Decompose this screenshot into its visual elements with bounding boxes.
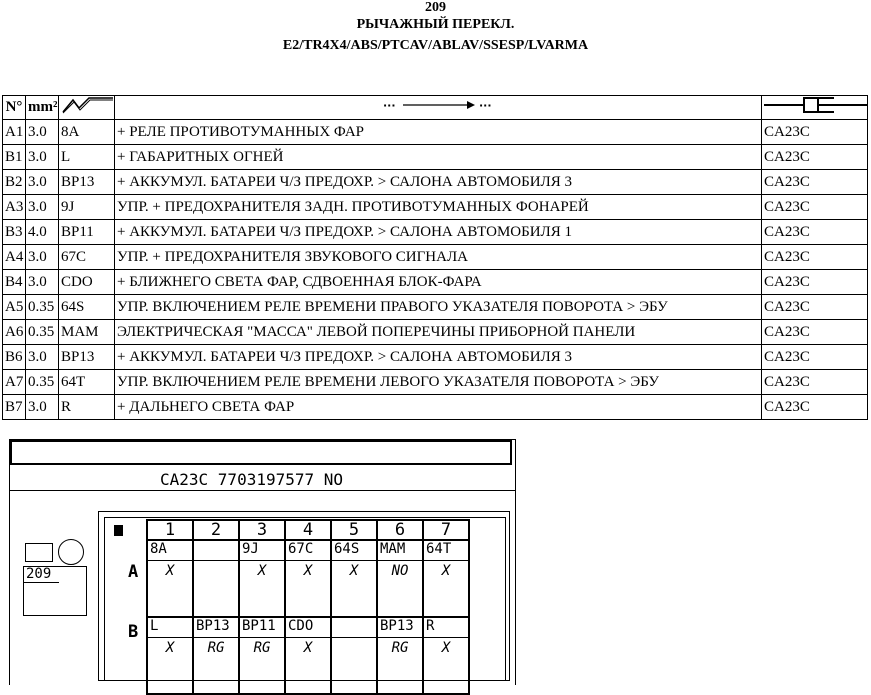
pin-cell — [331, 540, 377, 617]
pin-signal: 64S — [334, 541, 360, 557]
component-title: РЫЧАЖНЫЙ ПЕРЕКЛ. — [356, 17, 515, 32]
cell-desc: УПР. ВКЛЮЧЕНИЕМ РЕЛЕ ВРЕМЕНИ ЛЕВОГО УКАЗАТЕЛЯ ПОВОРОТА > ЭБУ — [115, 370, 762, 395]
table-row — [3, 370, 868, 395]
pin-cell — [285, 540, 331, 617]
component-label-box — [23, 566, 87, 616]
column-header: 6 — [377, 520, 423, 540]
cell-mm: 0.35 — [26, 370, 59, 395]
connector-diagram — [9, 439, 516, 685]
pin-mark: RG — [391, 640, 409, 656]
column-header: 3 — [239, 520, 285, 540]
pin-mark: X — [441, 640, 451, 656]
cell-desc: УПР. ВКЛЮЧЕНИЕМ РЕЛЕ ВРЕМЕНИ ПРАВОГО УКАЗАТЕЛЯ ПОВОРОТА > ЭБУ — [115, 295, 762, 320]
diagram-header-bar — [10, 440, 512, 465]
cell-desc: ЭЛЕКТРИЧЕСКАЯ "МАССА" ЛЕВОЙ ПОПЕРЕЧИНЫ ПРИБОРНОЙ ПАНЕЛИ — [115, 320, 762, 345]
table-row — [3, 295, 868, 320]
table-row — [3, 320, 868, 345]
cell-code: 67C — [59, 245, 115, 270]
cell-code: BP13 — [59, 170, 115, 195]
pin-mark: X — [165, 563, 175, 579]
cell-desc: + БЛИЖНЕГО СВЕТА ФАР, СДВОЕННАЯ БЛОК-ФАРА — [115, 270, 762, 295]
cell-code: 8A — [59, 120, 115, 145]
pin-cell — [423, 617, 469, 694]
cell-conn: CA23C — [762, 270, 868, 295]
cell-code: MAM — [59, 320, 115, 345]
cell-mm: 3.0 — [26, 245, 59, 270]
pin-divider — [148, 637, 192, 638]
pin-mark: X — [303, 640, 313, 656]
cell-code: R — [59, 395, 115, 420]
options-line: E2/TR4X4/ABS/PTCAV/ABLAV/SSESP/LVARMA — [282, 38, 589, 53]
cell-mm: 3.0 — [26, 120, 59, 145]
cell-pin: A6 — [3, 320, 26, 345]
connector-title: CA23C 7703197577 NO — [160, 470, 344, 489]
pin-cell — [147, 617, 193, 694]
cell-conn: CA23C — [762, 320, 868, 345]
table-row — [3, 345, 868, 370]
row-label-a: A — [128, 562, 139, 582]
pin-divider — [424, 637, 468, 638]
cell-mm: 0.35 — [26, 295, 59, 320]
cell-conn: CA23C — [762, 120, 868, 145]
cell-mm: 3.0 — [26, 195, 59, 220]
column-header: 5 — [331, 520, 377, 540]
divider — [10, 490, 515, 491]
pin-cell — [239, 540, 285, 617]
pin-cell — [423, 540, 469, 617]
cell-desc: УПР. + ПРЕДОХРАНИТЕЛЯ ЗВУКОВОГО СИГНАЛА — [115, 245, 762, 270]
cell-pin: B6 — [3, 345, 26, 370]
pin-divider — [286, 560, 330, 561]
col-section-header: mm² — [26, 96, 59, 120]
table-row — [3, 170, 868, 195]
page-number: 209 — [425, 0, 446, 15]
pin-mark: X — [303, 563, 313, 579]
cell-mm: 3.0 — [26, 170, 59, 195]
cell-pin: B2 — [3, 170, 26, 195]
cell-code: BP11 — [59, 220, 115, 245]
table-header-row — [3, 96, 868, 120]
pin-signal: 9J — [242, 541, 259, 557]
pin-divider — [240, 560, 284, 561]
pin-divider — [378, 637, 422, 638]
cell-conn: CA23C — [762, 295, 868, 320]
pin-mark: RG — [207, 640, 225, 656]
col-number-header: N° — [3, 96, 26, 120]
cell-conn: CA23C — [762, 370, 868, 395]
row-label-b: B — [128, 622, 139, 642]
table-row — [3, 145, 868, 170]
component-label: 209 — [24, 567, 59, 583]
pin-divider — [194, 637, 238, 638]
cell-desc: + ГАБАРИТНЫХ ОГНЕЙ — [115, 145, 762, 170]
pinout-table — [2, 95, 868, 420]
pin-divider — [424, 560, 468, 561]
cell-conn: CA23C — [762, 145, 868, 170]
pin-mark: X — [257, 563, 267, 579]
pin-divider — [286, 637, 330, 638]
cell-code: 9J — [59, 195, 115, 220]
table-row — [3, 395, 868, 420]
table-row — [3, 120, 868, 145]
pin-signal: L — [150, 618, 159, 634]
pin-cell — [193, 617, 239, 694]
cell-pin: A4 — [3, 245, 26, 270]
cell-mm: 3.0 — [26, 395, 59, 420]
column-header: 1 — [147, 520, 193, 540]
column-header: 4 — [285, 520, 331, 540]
cell-pin: A3 — [3, 195, 26, 220]
pin-signal: 67C — [288, 541, 314, 557]
pin-mark: RG — [253, 640, 271, 656]
pin-divider — [378, 560, 422, 561]
pin-signal: CDO — [288, 618, 314, 634]
cell-mm: 3.0 — [26, 270, 59, 295]
cell-desc: УПР. + ПРЕДОХРАНИТЕЛЯ ЗАДН. ПРОТИВОТУМАННЫХ ФОНАРЕЙ — [115, 195, 762, 220]
cell-mm: 0.35 — [26, 320, 59, 345]
pin-mark: X — [165, 640, 175, 656]
cell-pin: A1 — [3, 120, 26, 145]
pin-cell — [193, 540, 239, 617]
cell-code: 64S — [59, 295, 115, 320]
pin-signal: BP13 — [380, 618, 414, 634]
pin-cell — [331, 617, 377, 694]
cell-conn: CA23C — [762, 395, 868, 420]
pin-signal: MAM — [380, 541, 406, 557]
component-symbol-box — [25, 543, 53, 562]
cell-conn: CA23C — [762, 220, 868, 245]
pin-cell — [147, 540, 193, 617]
table-row — [3, 220, 868, 245]
pin-divider — [148, 560, 192, 561]
pin-divider — [194, 560, 238, 561]
cell-pin: B7 — [3, 395, 26, 420]
pin-signal: R — [426, 618, 435, 634]
cell-mm: 3.0 — [26, 145, 59, 170]
svg-text:···: ··· — [479, 99, 492, 111]
pin-divider — [332, 560, 376, 561]
cell-pin: B1 — [3, 145, 26, 170]
pin-signal: BP13 — [196, 618, 230, 634]
cell-desc: + АККУМУЛ. БАТАРЕИ Ч/З ПРЕДОХР. > САЛОНА АВТОМОБИЛЯ 3 — [115, 345, 762, 370]
pin-mark: NO — [391, 563, 409, 579]
table-row — [3, 245, 868, 270]
pin-signal: BP11 — [242, 618, 276, 634]
cell-pin: A5 — [3, 295, 26, 320]
column-header: 2 — [193, 520, 239, 540]
pin-one-marker — [114, 525, 123, 536]
pin-signal: 8A — [150, 541, 167, 557]
cell-conn: CA23C — [762, 345, 868, 370]
cell-pin: B4 — [3, 270, 26, 295]
cell-desc: + АККУМУЛ. БАТАРЕИ Ч/З ПРЕДОХР. > САЛОНА АВТОМОБИЛЯ 1 — [115, 220, 762, 245]
cell-conn: CA23C — [762, 195, 868, 220]
pin-signal: 64T — [426, 541, 452, 557]
cell-pin: B3 — [3, 220, 26, 245]
cell-conn: CA23C — [762, 245, 868, 270]
svg-text:···: ··· — [383, 99, 396, 111]
direction-arrow-header — [115, 96, 762, 120]
cell-mm: 4.0 — [26, 220, 59, 245]
cell-code: BP13 — [59, 345, 115, 370]
pin-divider — [332, 637, 376, 638]
table-row — [3, 195, 868, 220]
component-symbol-circle — [58, 539, 84, 565]
pin-mark: X — [349, 563, 359, 579]
pin-cell — [377, 617, 423, 694]
cell-conn: CA23C — [762, 170, 868, 195]
cell-desc: + РЕЛЕ ПРОТИВОТУМАННЫХ ФАР — [115, 120, 762, 145]
pin-divider — [240, 637, 284, 638]
column-header: 7 — [423, 520, 469, 540]
cell-desc: + ДАЛЬНЕГО СВЕТА ФАР — [115, 395, 762, 420]
cell-code: L — [59, 145, 115, 170]
pin-cell — [239, 617, 285, 694]
cell-mm: 3.0 — [26, 345, 59, 370]
wire-icon — [59, 96, 115, 120]
pin-cell — [377, 540, 423, 617]
pin-cell — [285, 617, 331, 694]
cell-code: CDO — [59, 270, 115, 295]
connector-icon — [762, 96, 868, 120]
cell-desc: + АККУМУЛ. БАТАРЕИ Ч/З ПРЕДОХР. > САЛОНА АВТОМОБИЛЯ 3 — [115, 170, 762, 195]
cell-pin: A7 — [3, 370, 26, 395]
cell-code: 64T — [59, 370, 115, 395]
pin-mark: X — [441, 563, 451, 579]
pin-grid — [146, 519, 470, 695]
table-row — [3, 270, 868, 295]
